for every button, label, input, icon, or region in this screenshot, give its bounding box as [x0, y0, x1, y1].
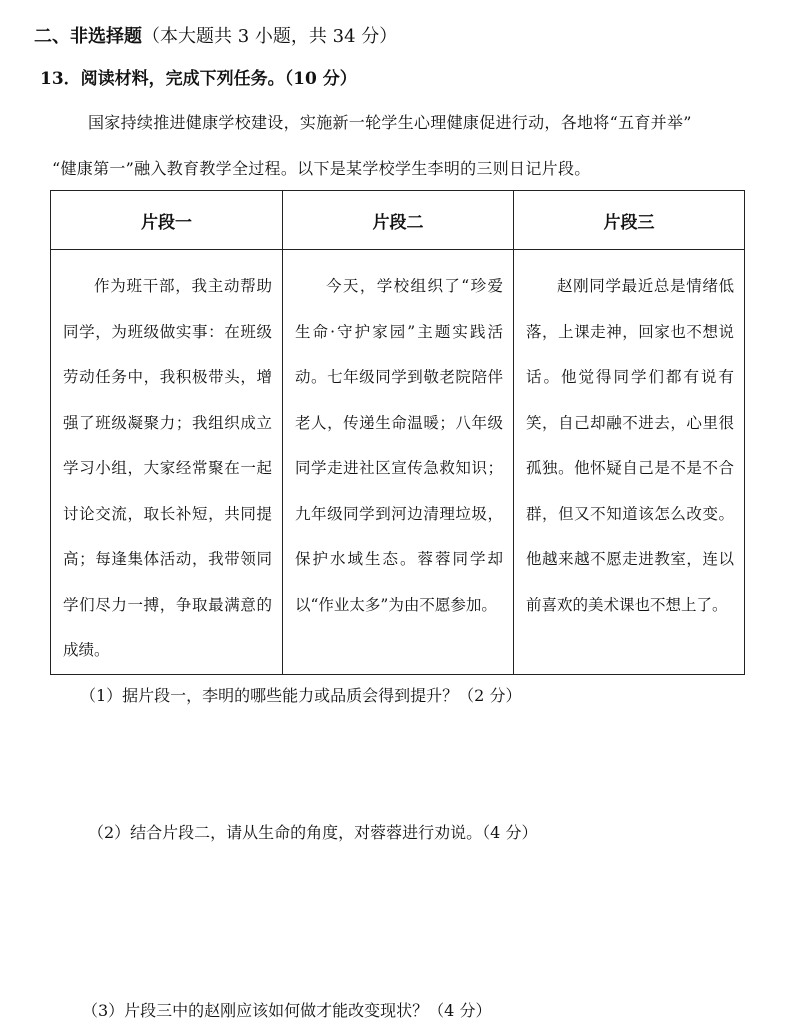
section-title: 二、非选择题 [34, 26, 142, 47]
section-heading [34, 22, 397, 48]
section-note: （本大题共 3 小题，共 34 分） [142, 26, 398, 47]
sub-question-1: （1）据片段一，李明的哪些能力或品质会得到提升？（2 分） [80, 686, 522, 705]
table-header-row [51, 191, 745, 250]
intro-line-2: “健康第一”融入教育教学全过程。以下是某学校学生李明的三则日记片段。 [52, 159, 591, 178]
sub-question-3: （3）片段三中的赵刚应该如何做才能改变现状？（4 分） [82, 1001, 492, 1020]
question-title: 13．阅读材料，完成下列任务。（10 分） [40, 69, 357, 89]
fragment-2-text: 今天，学校组织了“珍爱生命·守护家园”主题实践活动。七年级同学到敬老院陪伴老人，传递生命温暖；八年级同学走进社区宣传急救知识；九年级同学到河边清理垃圾，保护水域生态。蓉蓉同学却以“作业太多”为由不愿参加。 [283, 250, 514, 675]
table-row [51, 250, 745, 675]
sub-question-2: （2）结合片段二，请从生命的角度，对蓉蓉进行劝说。（4 分） [88, 823, 538, 842]
diary-fragments-table [50, 190, 745, 675]
header-fragment-3: 片段三 [514, 191, 745, 250]
header-fragment-1: 片段一 [51, 191, 283, 250]
fragment-3-text: 赵刚同学最近总是情绪低落，上课走神，回家也不想说话。他觉得同学们都有说有笑，自己却融不进去，心里很孤独。他怀疑自己是不是不合群，但又不知道该怎么改变。他越来越不愿走进教室，连以前喜欢的美术课也不想上了。 [514, 250, 745, 675]
fragment-1-text: 作为班干部，我主动帮助同学，为班级做实事：在班级劳动任务中，我积极带头，增强了班级凝聚力；我组织成立学习小组，大家经常聚在一起讨论交流，取长补短，共同提高；每逢集体活动，我带领同学们尽力一搏，争取最满意的成绩。 [51, 250, 283, 675]
header-fragment-2: 片段二 [283, 191, 514, 250]
intro-line-1: 国家持续推进健康学校建设，实施新一轮学生心理健康促进行动，各地将“五育并举” [88, 113, 692, 132]
